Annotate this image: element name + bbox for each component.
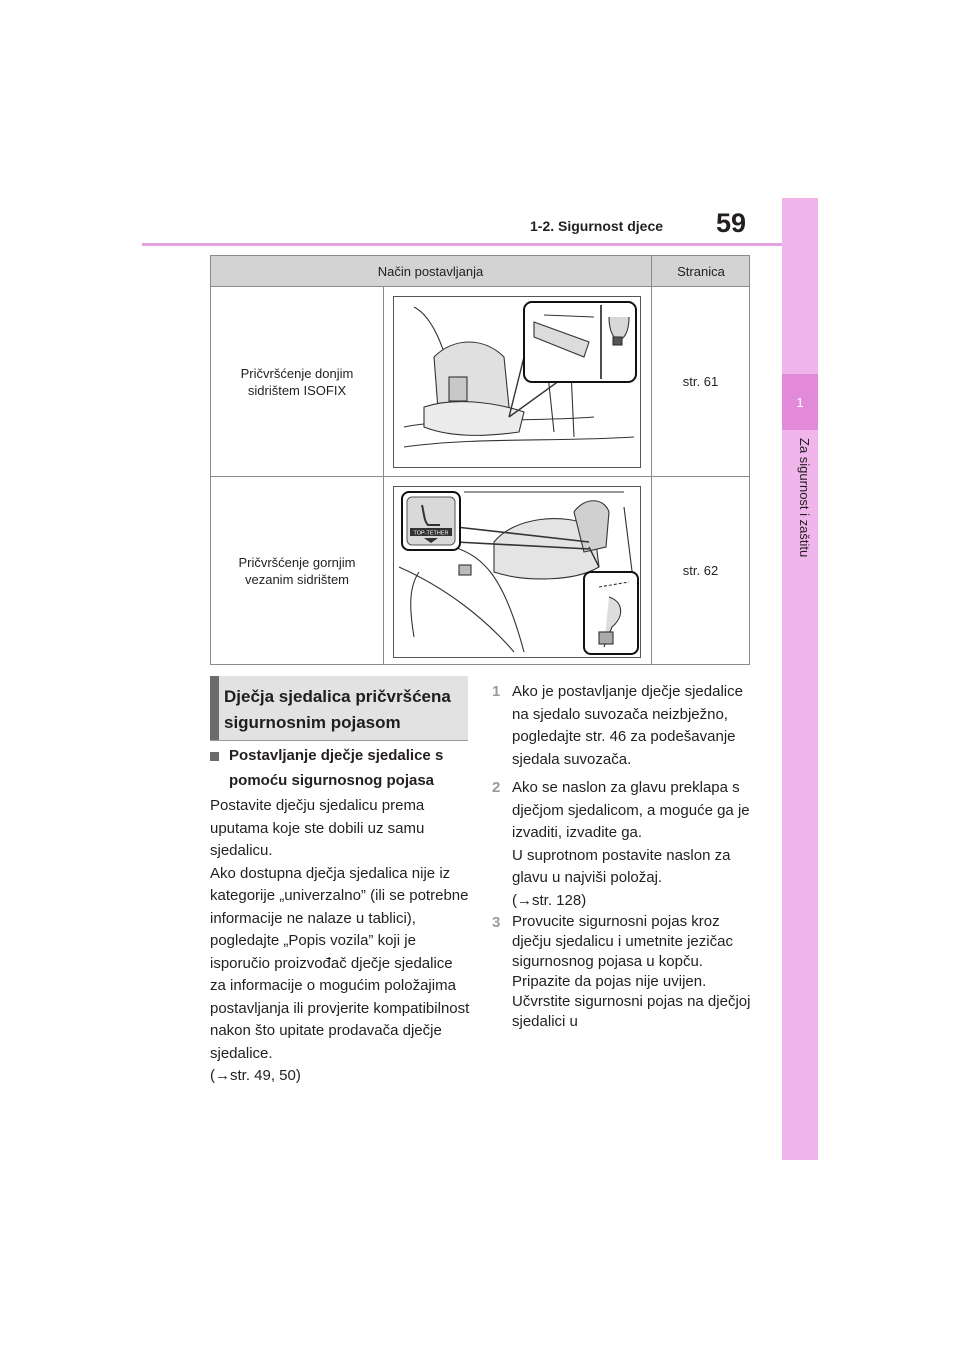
body-text	[210, 795, 472, 1088]
method-cell	[211, 287, 384, 476]
step-number: 2	[492, 779, 501, 796]
page-number: 59	[716, 208, 747, 238]
header-rule	[142, 243, 782, 246]
table-header-method: Način postavljanja	[377, 263, 484, 279]
step-number: 3	[492, 914, 501, 931]
page-ref-cell: str. 61	[651, 287, 749, 476]
section-title: 1-2. Sigurnost djece	[530, 218, 664, 234]
step-text: Ako je postavljanje dječje sjedalice na sjedalo suvozača neizbježno, pogledajte str. 46 za podešavanje sjedala suvozača.	[512, 683, 743, 768]
top-tether-label: TOP-TETHER	[413, 530, 449, 537]
table-header-row	[211, 256, 749, 287]
step-line: U suprotnom postavite naslon za glavu u najviši položaj.	[512, 846, 731, 886]
isofix-seat-drawing	[394, 297, 640, 467]
step-line: (→str. 128)	[512, 891, 587, 909]
body-paragraph: (→str. 49, 50)	[210, 1067, 301, 1084]
table-row	[211, 477, 749, 664]
table-header-page: Stranica	[651, 256, 750, 286]
body-paragraph: Ako dostupna dječja sjedalica nije iz kategorije „univerzalno” (ili se potrebne informacije ne nalaze u tablici), pogledajte „Popis vozila” koji je isporučio proizvođač dječje sjedalice za informacije o mogućim položajima postavljanja ili provjerite kompatibilnost nakon što upitate prodavača dječje sjedalice.	[210, 864, 470, 1062]
installation-table	[210, 255, 750, 665]
isofix-illustration	[393, 296, 641, 468]
step-number: 1	[492, 683, 501, 700]
step-text: Provucite sigurnosni pojas kroz dječju sjedalicu i umetnite jezičac sigurnosnog pojasa u kopču. Pripazite da pojas nije uvijen. Učvrstite sigurnosni pojas na dječjoj sjedalici u	[512, 913, 751, 1030]
method-label: Pričvršćenje donjim sidrištem ISOFIX	[240, 365, 354, 398]
side-tab-strip	[782, 198, 818, 1160]
section-heading-bar	[210, 676, 219, 740]
subheading: Postavljanje dječje sjedalice s pomoću sigurnosnog pojasa	[229, 747, 444, 789]
method-cell	[211, 477, 384, 664]
top-tether-illustration	[393, 486, 641, 658]
side-tab-number: 1	[782, 374, 818, 430]
step-line: Ako se naslon za glavu preklapa s dječjom sjedalicom, a moguće ga je izvaditi, izvadite ga.	[512, 779, 750, 841]
table-row	[211, 287, 749, 477]
section-heading: Dječja sjedalica pričvršćena sigurnosnim pojasom	[224, 687, 451, 732]
body-paragraph: Postavite dječju sjedalicu prema uputama koje ste dobili uz samu sjedalicu.	[210, 797, 425, 859]
step-text	[512, 777, 752, 912]
page-ref-cell: str. 62	[651, 477, 749, 664]
method-label: Pričvršćenje gornjim vezanim sidrištem	[238, 554, 356, 587]
top-tether-seat-drawing	[394, 487, 640, 657]
side-tab-label: Za sigurnost i zaštitu	[797, 438, 812, 558]
subheading-marker	[210, 752, 219, 761]
